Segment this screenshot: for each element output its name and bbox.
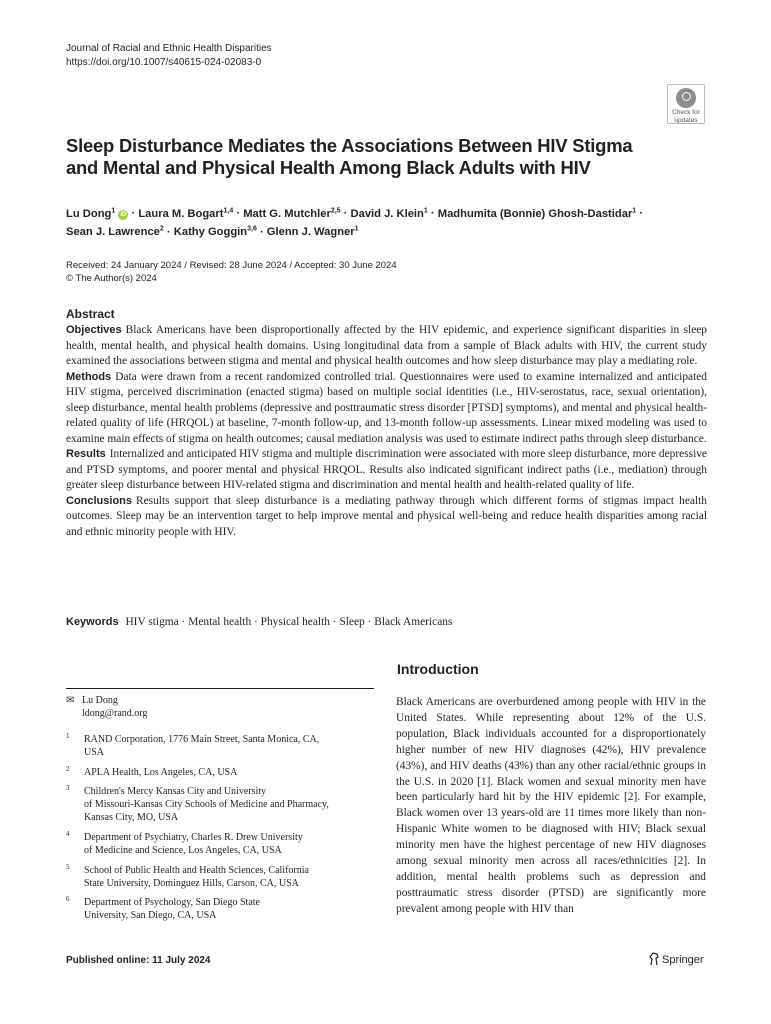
author[interactable]: Laura M. Bogart$^{1,4}$: [138, 207, 234, 220]
affiliation: 6 Department of Psychology, San Diego State University, San Diego, CA, USA: [66, 895, 260, 921]
keyword: Physical health: [260, 616, 330, 628]
introduction-text: Black Americans are overburdened among people with HIV in the United States. While representing about 12% of the U.S. population, Black individuals accounted for a disproportionately higher number of new HIV diagnoses (42%), HIV prevalence (43%), and HIV deaths (43%) than any other racial/ethnic groups in the U.S. in 2020 [1]. Black women and sexual minority men have been particularly hard hit by the HIV epidemic [2]. For example, Black women over 13 years-old are 11 times more likely than non-Hispanic White women to be diagnosed with HIV; Black sexual minority men have the highest percentage of new HIV diagnoses among sexual minority men across all races/ethnicities [2]. In addition, mental health problems such as depression and posttraumatic stress disorder (PTSD) are significantly more prevalent among people with HIV than: [396, 696, 706, 915]
keyword: Mental health: [188, 616, 252, 628]
author[interactable]: Lu Dong$^1$ iD: [66, 207, 127, 220]
badge-line1: Check for: [672, 109, 700, 116]
keywords-label: Keywords: [66, 616, 119, 628]
copyright: © The Author(s) 2024: [66, 273, 157, 284]
affiliation: 4 Department of Psychiatry, Charles R. Drew University of Medicine and Science, Los Angeles, CA, USA: [66, 830, 303, 856]
springer-horse-icon: [648, 952, 660, 966]
footnote-divider: [66, 688, 374, 689]
abstract: [66, 307, 707, 540]
journal-header: [66, 42, 272, 70]
introduction-heading: Introduction: [397, 661, 479, 677]
abstract-objectives: Objectives Black Americans have been disproportionally affected by the HIV epidemic, and experience significant disparities in sleep health, mental health, and physical health domains. Using longitudinal data from a sample of Black adults with HIV, the current study examined the associations between stigma and mental and physical health outcomes and how sleep disturbance may play a mediating role.: [66, 324, 707, 367]
journal-name: Journal of Racial and Ethnic Health Disparities: [66, 43, 272, 54]
author-separator: ·: [259, 226, 264, 239]
published-date: Published online: 11 July 2024: [66, 955, 211, 966]
affiliation: 1 RAND Corporation, 1776 Main Street, Santa Monica, CA, USA: [66, 732, 320, 758]
affiliation: 2 APLA Health, Los Angeles, CA, USA: [66, 765, 238, 778]
author-separator: ·: [430, 207, 435, 220]
author[interactable]: David J. Klein$^1$: [350, 207, 428, 220]
publisher-name: Springer: [662, 954, 704, 966]
check-for-updates-icon: [676, 88, 696, 108]
affiliation: 3 Children's Mercy Kansas City and University of Missouri-Kansas City Schools of Medicine and Pharmacy, Kansas City, MO, USA: [66, 784, 329, 823]
author[interactable]: Sean J. Lawrence$^2$: [66, 225, 164, 239]
keywords: Keywords HIV stigma · Mental health · Physical health · Sleep · Black Americans: [66, 616, 453, 628]
corresponding-author: Lu Dong: [82, 695, 118, 706]
author-separator: ·: [639, 207, 644, 220]
author-separator: ·: [166, 226, 171, 239]
author[interactable]: Matt G. Mutchler$^{2,5}$: [243, 207, 341, 220]
affiliation: 5 School of Public Health and Health Sciences, California State University, Dominguez Hills, Carson, CA, USA: [66, 863, 309, 889]
article-title: Sleep Disturbance Mediates the Associations Between HIV Stigma and Mental and Physical Health Among Black Adults with HIV: [66, 135, 633, 178]
orcid-icon[interactable]: iD: [120, 211, 127, 218]
correspondence: [66, 694, 147, 720]
author-list: [66, 203, 706, 240]
publisher-logo: [648, 952, 704, 966]
author-separator: ·: [343, 207, 348, 220]
email-link[interactable]: ldong@rand.org: [82, 708, 148, 719]
envelope-icon: ✉: [66, 695, 75, 706]
keyword: Sleep: [339, 616, 365, 628]
badge-line2: updates: [674, 117, 698, 124]
keyword: Black Americans: [374, 616, 453, 628]
author[interactable]: Madhumita (Bonnie) Ghosh-Dastidar$^1$: [437, 207, 637, 220]
keyword: HIV stigma: [125, 616, 179, 628]
author[interactable]: Kathy Goggin$^{3,6}$: [173, 225, 257, 239]
author[interactable]: Glenn J. Wagner$^1$: [266, 225, 359, 239]
abstract-methods: Methods Data were drawn from a recent randomized controlled trial. Questionnaires were used to examine internalized and anticipated HIV stigma, perceived discrimination (enacted stigma) based on multiple social identities (i.e., HIV-serostatus, race, sexual orientation), sleep disturbance, mental health problems (depressive and posttraumatic stress disorder [PTSD] symptoms), and mental and physical health-related quality of life (HRQOL) at baseline, 7-month follow-up, and 13-month follow-up assessments. Linear mixed modeling was used to examine main effects of stigma on health outcomes; causal mediation analysis was used to estimate indirect paths through sleep disturbance.: [66, 370, 707, 445]
author-separator: ·: [236, 207, 241, 220]
check-for-updates-badge[interactable]: [667, 84, 705, 124]
abstract-heading: Abstract: [66, 307, 115, 321]
doi-link[interactable]: https://doi.org/10.1007/s40615-024-02083-0: [66, 57, 262, 68]
abstract-conclusions: Conclusions Results support that sleep disturbance is a mediating pathway through which different forms of stigmas impact health outcomes. Sleep may be an intervention target to help improve mental and physical well-being and reduce health disparities among racial and ethnic minority people with HIV.: [66, 494, 707, 538]
history-dates: Received: 24 January 2024 / Revised: 28 June 2024 / Accepted: 30 June 2024: [66, 260, 397, 271]
abstract-results: Results Internalized and anticipated HIV stigma and multiple discrimination were associated with more sleep disturbance, more depressive and PTSD symptoms, and poorer mental and physical HRQOL. Results also indicated significant indirect paths (i.e., mediation) through greater sleep disturbance between HIV-related stigma and discrimination and mental health and health-related quality of life.: [66, 448, 707, 491]
article-dates: [66, 259, 397, 285]
author-separator: ·: [131, 207, 136, 220]
